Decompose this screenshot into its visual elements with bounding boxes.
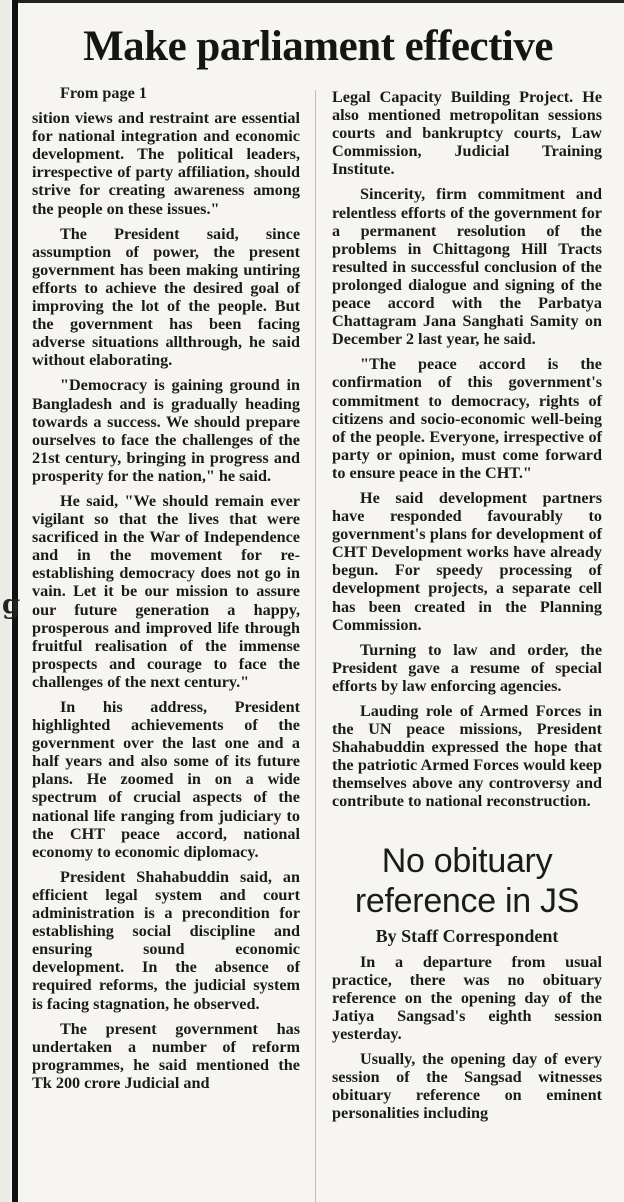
paragraph: sition views and restraint are essential for national integration and economic development. The political leaders, irrespective of party affiliation, should strive for creating awareness among the people on these issues." — [32, 109, 300, 218]
article-headline: Make parliament effective — [83, 23, 553, 70]
paragraph: "The peace accord is the confirmation of this government's commitment to democracy, rights of citizens and socio-economic well-being of the people. Everyone, irrespective of party or opinion, must come forward to ensure peace in the CHT." — [332, 355, 602, 482]
byline: By Staff Correspondent — [375, 925, 559, 946]
paragraph: President Shahabuddin said, an efficient legal system and court administration is a precondition for establishing social discipline and ensuring sound economic development. In the absence of required reforms, the judicial system is facing stagnation, he observed. — [32, 867, 300, 1013]
paragraph: Legal Capacity Building Project. He also mentioned metropolitan sessions courts and bankruptcy courts, Law Commission, Judicial Training Institute. — [332, 88, 602, 179]
paragraph: He said, "We should remain ever vigilant so that the lives that were sacrificed in the War of Independence and in the movement for re-establishing democracy does not go in vain. Let it be our mission to assure our future generation a happy, prosperous and improved life through fruitful realisation of the immense prospects and courage to face the challenges of the next century." — [32, 491, 300, 691]
top-rule — [18, 0, 624, 3]
paragraph: The present government has undertaken a number of reform programmes, he said mentioned the Tk 200 crore Judicial and — [32, 1019, 300, 1092]
paragraph: In his address, President highlighted achievements of the government over the last one and a half years and also some of its future plans. He zoomed in on a wide spectrum of crucial aspects of the national life ranging from judiciary to the CHT peace accord, national economy to economic diplomacy. — [32, 698, 300, 861]
column-divider — [315, 90, 316, 1202]
continuation-label: From page 1 — [60, 84, 147, 102]
article-column-2 — [332, 88, 602, 1130]
adjacent-article-fragment: g — [2, 590, 21, 620]
paragraph: Usually, the opening day of every session of the Sangsad witnesses obituary reference on eminent personalities including — [332, 1050, 602, 1123]
paragraph: He said development partners have responded favourably to government's plans for development of CHT Development works have already begun. For speedy processing of development projects, a separate cell has been created in the Planning Commission. — [332, 488, 602, 634]
paragraph: Turning to law and order, the President gave a resume of special efforts by law enforcing agencies. — [332, 640, 602, 695]
paragraph: Lauding role of Armed Forces in the UN peace missions, President Shahabuddin expressed the hope that the patriotic Armed Forces would keep themselves above any controversy and contribute to national reconstruction. — [332, 702, 602, 811]
paragraph: "Democracy is gaining ground in Bangladesh and is gradually heading towards a success. We should prepare ourselves to face the challenges of the 21st century, bringing in progress and prosperity for the nation," he said. — [32, 376, 300, 485]
paragraph: The President said, since assumption of power, the present government has been making untiring efforts to achieve the desired goal of improving the lot of the people. But the government has been facing adverse situations allthrough, he said without elaborating. — [32, 224, 300, 370]
paragraph: In a departure from usual practice, there was no obituary reference on the opening day of the Jatiya Sangsad's eighth session yesterday. — [332, 952, 602, 1044]
paragraph: Sincerity, firm commitment and relentless efforts of the government for a permanent resolution of the problems in Chittagong Hill Tracts resulted in successful conclusion of the prolonged dialogue and signing of the peace accord with the Parbatya Chattagram Jana Sanghati Samity on December 2 last year, he said. — [332, 185, 602, 349]
article-column-1 — [32, 84, 300, 1099]
second-article-headline: No obituary reference in JS — [354, 841, 580, 920]
